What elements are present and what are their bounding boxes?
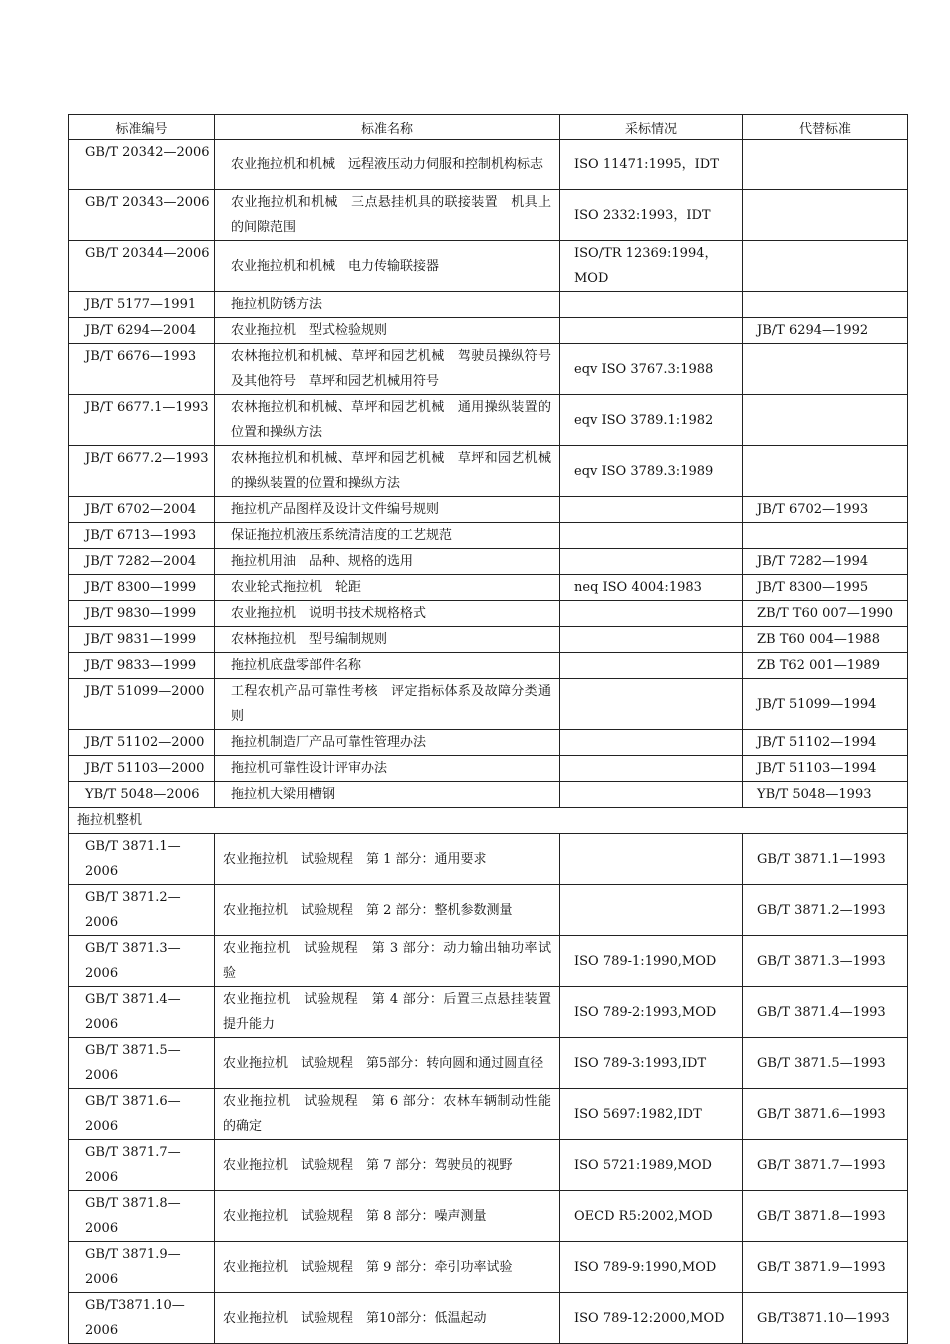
table-row bbox=[69, 936, 908, 987]
standard-name-cell: 拖拉机底盘零部件名称 bbox=[215, 653, 560, 679]
standard-name-cell: 农业拖拉机 型式检验规则 bbox=[215, 318, 560, 344]
header-replaced-standard: 代替标准 bbox=[743, 115, 908, 140]
replaced-standard-cell bbox=[743, 446, 908, 497]
standard-name-cell: 农业拖拉机 试验规程 第10部分：低温起动 bbox=[215, 1293, 560, 1344]
standard-name-cell: 农业拖拉机 试验规程 第 6 部分：农林车辆制动性能的确定 bbox=[215, 1089, 560, 1140]
table-row bbox=[69, 627, 908, 653]
table-row bbox=[69, 1242, 908, 1293]
standard-number-cell: GB/T 3871.3—2006 bbox=[69, 936, 215, 987]
standard-number-cell: GB/T 3871.4—2006 bbox=[69, 987, 215, 1038]
standard-number-cell: JB/T 9830—1999 bbox=[69, 601, 215, 627]
adoption-status-cell bbox=[560, 885, 743, 936]
replaced-standard-cell bbox=[743, 344, 908, 395]
standard-number-cell: JB/T 6676—1993 bbox=[69, 344, 215, 395]
standard-number-cell: JB/T 51099—2000 bbox=[69, 679, 215, 730]
standard-number-cell: GB/T 3871.9—2006 bbox=[69, 1242, 215, 1293]
standard-number-cell: JB/T 7282—2004 bbox=[69, 549, 215, 575]
replaced-standard-cell bbox=[743, 292, 908, 318]
standard-name-cell: 农业拖拉机和机械 电力传输联接器 bbox=[215, 241, 560, 292]
adoption-status-cell: ISO 789-3:1993,IDT bbox=[560, 1038, 743, 1089]
table-section bbox=[69, 808, 908, 834]
table-row bbox=[69, 575, 908, 601]
adoption-status-cell bbox=[560, 318, 743, 344]
table-row bbox=[69, 446, 908, 497]
standard-name-cell: 农业轮式拖拉机 轮距 bbox=[215, 575, 560, 601]
replaced-standard-cell bbox=[743, 140, 908, 190]
standard-name-cell: 农业拖拉机 试验规程 第 7 部分：驾驶员的视野 bbox=[215, 1140, 560, 1191]
replaced-standard-cell bbox=[743, 190, 908, 241]
table-row bbox=[69, 395, 908, 446]
standard-number-cell: JB/T 8300—1999 bbox=[69, 575, 215, 601]
adoption-status-cell bbox=[560, 834, 743, 885]
adoption-status-cell bbox=[560, 756, 743, 782]
adoption-status-cell: OECD R5:2002,MOD bbox=[560, 1191, 743, 1242]
replaced-standard-cell: ZB T60 004—1988 bbox=[743, 627, 908, 653]
replaced-standard-cell: GB/T 3871.7—1993 bbox=[743, 1140, 908, 1191]
table-row bbox=[69, 834, 908, 885]
adoption-status-cell: eqv ISO 3767.3:1988 bbox=[560, 344, 743, 395]
standard-number-cell: YB/T 5048—2006 bbox=[69, 782, 215, 808]
replaced-standard-cell: GB/T 3871.2—1993 bbox=[743, 885, 908, 936]
standard-name-cell: 农业拖拉机 说明书技术规格格式 bbox=[215, 601, 560, 627]
table-row bbox=[69, 1089, 908, 1140]
standard-name-cell: 农林拖拉机和机械、草坪和园艺机械 驾驶员操纵符号及其他符号 草坪和园艺机械用符号 bbox=[215, 344, 560, 395]
adoption-status-cell bbox=[560, 782, 743, 808]
standard-number-cell: JB/T 5177—1991 bbox=[69, 292, 215, 318]
standard-name-cell: 拖拉机制造厂产品可靠性管理办法 bbox=[215, 730, 560, 756]
standard-name-cell: 农业拖拉机 试验规程 第 2 部分：整机参数测量 bbox=[215, 885, 560, 936]
table-row bbox=[69, 549, 908, 575]
replaced-standard-cell: JB/T 51099—1994 bbox=[743, 679, 908, 730]
table-row bbox=[69, 782, 908, 808]
standard-number-cell: GB/T 3871.6—2006 bbox=[69, 1089, 215, 1140]
standard-number-cell: JB/T 6702—2004 bbox=[69, 497, 215, 523]
table-row bbox=[69, 653, 908, 679]
table-row bbox=[69, 1038, 908, 1089]
table-row bbox=[69, 523, 908, 549]
table-row bbox=[69, 318, 908, 344]
adoption-status-cell: eqv ISO 3789.3:1989 bbox=[560, 446, 743, 497]
replaced-standard-cell: GB/T 3871.3—1993 bbox=[743, 936, 908, 987]
standard-name-cell: 工程农机产品可靠性考核 评定指标体系及故障分类通则 bbox=[215, 679, 560, 730]
standard-number-cell: GB/T 20342—2006 bbox=[69, 140, 215, 190]
table-row bbox=[69, 1191, 908, 1242]
replaced-standard-cell: JB/T 6702—1993 bbox=[743, 497, 908, 523]
table-body-tractor bbox=[69, 834, 908, 1344]
table-row bbox=[69, 987, 908, 1038]
adoption-status-cell bbox=[560, 523, 743, 549]
standard-number-cell: GB/T3871.10—2006 bbox=[69, 1293, 215, 1344]
adoption-status-cell: ISO 5697:1982,IDT bbox=[560, 1089, 743, 1140]
adoption-status-cell: ISO 789-1:1990,MOD bbox=[560, 936, 743, 987]
table-row bbox=[69, 344, 908, 395]
standard-number-cell: JB/T 6294—2004 bbox=[69, 318, 215, 344]
table-row bbox=[69, 140, 908, 190]
replaced-standard-cell: JB/T 7282—1994 bbox=[743, 549, 908, 575]
replaced-standard-cell bbox=[743, 523, 908, 549]
standard-name-cell: 农业拖拉机和机械 远程液压动力伺服和控制机构标志 bbox=[215, 140, 560, 190]
adoption-status-cell: eqv ISO 3789.1:1982 bbox=[560, 395, 743, 446]
header-row bbox=[69, 115, 908, 140]
replaced-standard-cell: GB/T 3871.4—1993 bbox=[743, 987, 908, 1038]
replaced-standard-cell: GB/T 3871.6—1993 bbox=[743, 1089, 908, 1140]
standard-number-cell: GB/T 3871.8—2006 bbox=[69, 1191, 215, 1242]
standard-number-cell: GB/T 20343—2006 bbox=[69, 190, 215, 241]
adoption-status-cell: ISO 2332:1993，IDT bbox=[560, 190, 743, 241]
standard-name-cell: 拖拉机可靠性设计评审办法 bbox=[215, 756, 560, 782]
adoption-status-cell: ISO 5721:1989,MOD bbox=[560, 1140, 743, 1191]
replaced-standard-cell: GB/T3871.10—1993 bbox=[743, 1293, 908, 1344]
replaced-standard-cell: GB/T 3871.8—1993 bbox=[743, 1191, 908, 1242]
standard-name-cell: 农业拖拉机 试验规程 第 1 部分：通用要求 bbox=[215, 834, 560, 885]
standard-name-cell: 农业拖拉机 试验规程 第5部分：转向圆和通过圆直径 bbox=[215, 1038, 560, 1089]
standard-number-cell: JB/T 9831—1999 bbox=[69, 627, 215, 653]
replaced-standard-cell: YB/T 5048—1993 bbox=[743, 782, 908, 808]
table-row bbox=[69, 756, 908, 782]
standard-name-cell: 农业拖拉机 试验规程 第 4 部分：后置三点悬挂装置提升能力 bbox=[215, 987, 560, 1038]
replaced-standard-cell: JB/T 51102—1994 bbox=[743, 730, 908, 756]
table-row bbox=[69, 601, 908, 627]
replaced-standard-cell: JB/T 51103—1994 bbox=[743, 756, 908, 782]
adoption-status-cell bbox=[560, 653, 743, 679]
standard-name-cell: 农业拖拉机 试验规程 第 8 部分：噪声测量 bbox=[215, 1191, 560, 1242]
standard-number-cell: GB/T 3871.2—2006 bbox=[69, 885, 215, 936]
adoption-status-cell: neq ISO 4004:1983 bbox=[560, 575, 743, 601]
header-standard-number: 标准编号 bbox=[69, 115, 215, 140]
standard-name-cell: 拖拉机产品图样及设计文件编号规则 bbox=[215, 497, 560, 523]
adoption-status-cell bbox=[560, 730, 743, 756]
standard-number-cell: GB/T 3871.7—2006 bbox=[69, 1140, 215, 1191]
section-row bbox=[69, 808, 908, 834]
adoption-status-cell bbox=[560, 627, 743, 653]
replaced-standard-cell: GB/T 3871.9—1993 bbox=[743, 1242, 908, 1293]
adoption-status-cell: ISO 11471:1995，IDT bbox=[560, 140, 743, 190]
standard-name-cell: 拖拉机大梁用槽钢 bbox=[215, 782, 560, 808]
table-row bbox=[69, 497, 908, 523]
table-row bbox=[69, 1140, 908, 1191]
standard-number-cell: JB/T 6677.2—1993 bbox=[69, 446, 215, 497]
replaced-standard-cell: ZB/T T60 007—1990 bbox=[743, 601, 908, 627]
standard-number-cell: JB/T 9833—1999 bbox=[69, 653, 215, 679]
replaced-standard-cell: ZB T62 001—1989 bbox=[743, 653, 908, 679]
standard-name-cell: 农业拖拉机 试验规程 第 9 部分：牵引功率试验 bbox=[215, 1242, 560, 1293]
replaced-standard-cell bbox=[743, 395, 908, 446]
table-row bbox=[69, 730, 908, 756]
standards-table bbox=[68, 114, 908, 1344]
table-row bbox=[69, 292, 908, 318]
adoption-status-cell: ISO 789-9:1990,MOD bbox=[560, 1242, 743, 1293]
header-standard-name: 标准名称 bbox=[215, 115, 560, 140]
standard-number-cell: GB/T 3871.5—2006 bbox=[69, 1038, 215, 1089]
standard-name-cell: 农林拖拉机和机械、草坪和园艺机械 草坪和园艺机械的操纵装置的位置和操纵方法 bbox=[215, 446, 560, 497]
standard-number-cell: JB/T 51102—2000 bbox=[69, 730, 215, 756]
replaced-standard-cell: JB/T 8300—1995 bbox=[743, 575, 908, 601]
standard-number-cell: GB/T 3871.1—2006 bbox=[69, 834, 215, 885]
adoption-status-cell bbox=[560, 549, 743, 575]
replaced-standard-cell: GB/T 3871.5—1993 bbox=[743, 1038, 908, 1089]
standard-name-cell: 农业拖拉机 试验规程 第 3 部分：动力输出轴功率试验 bbox=[215, 936, 560, 987]
adoption-status-cell bbox=[560, 497, 743, 523]
adoption-status-cell bbox=[560, 601, 743, 627]
replaced-standard-cell: GB/T 3871.1—1993 bbox=[743, 834, 908, 885]
standard-number-cell: JB/T 51103—2000 bbox=[69, 756, 215, 782]
adoption-status-cell bbox=[560, 679, 743, 730]
standard-name-cell: 拖拉机用油 品种、规格的选用 bbox=[215, 549, 560, 575]
replaced-standard-cell bbox=[743, 241, 908, 292]
table-row bbox=[69, 679, 908, 730]
section-title: 拖拉机整机 bbox=[69, 808, 908, 834]
adoption-status-cell: ISO 789-2:1993,MOD bbox=[560, 987, 743, 1038]
standard-number-cell: GB/T 20344—2006 bbox=[69, 241, 215, 292]
standard-name-cell: 农林拖拉机 型号编制规则 bbox=[215, 627, 560, 653]
standard-name-cell: 农林拖拉机和机械、草坪和园艺机械 通用操纵装置的位置和操纵方法 bbox=[215, 395, 560, 446]
table-row bbox=[69, 885, 908, 936]
adoption-status-cell: ISO/TR 12369:1994，MOD bbox=[560, 241, 743, 292]
header-adoption-status: 采标情况 bbox=[560, 115, 743, 140]
standard-number-cell: JB/T 6677.1—1993 bbox=[69, 395, 215, 446]
replaced-standard-cell: JB/T 6294—1992 bbox=[743, 318, 908, 344]
table-row bbox=[69, 241, 908, 292]
table-body-general bbox=[69, 140, 908, 808]
standard-number-cell: JB/T 6713—1993 bbox=[69, 523, 215, 549]
standard-name-cell: 拖拉机防锈方法 bbox=[215, 292, 560, 318]
adoption-status-cell: ISO 789-12:2000,MOD bbox=[560, 1293, 743, 1344]
table-row bbox=[69, 190, 908, 241]
standard-name-cell: 保证拖拉机液压系统清洁度的工艺规范 bbox=[215, 523, 560, 549]
standard-name-cell: 农业拖拉机和机械 三点悬挂机具的联接装置 机具上的间隙范围 bbox=[215, 190, 560, 241]
adoption-status-cell bbox=[560, 292, 743, 318]
table-row bbox=[69, 1293, 908, 1344]
